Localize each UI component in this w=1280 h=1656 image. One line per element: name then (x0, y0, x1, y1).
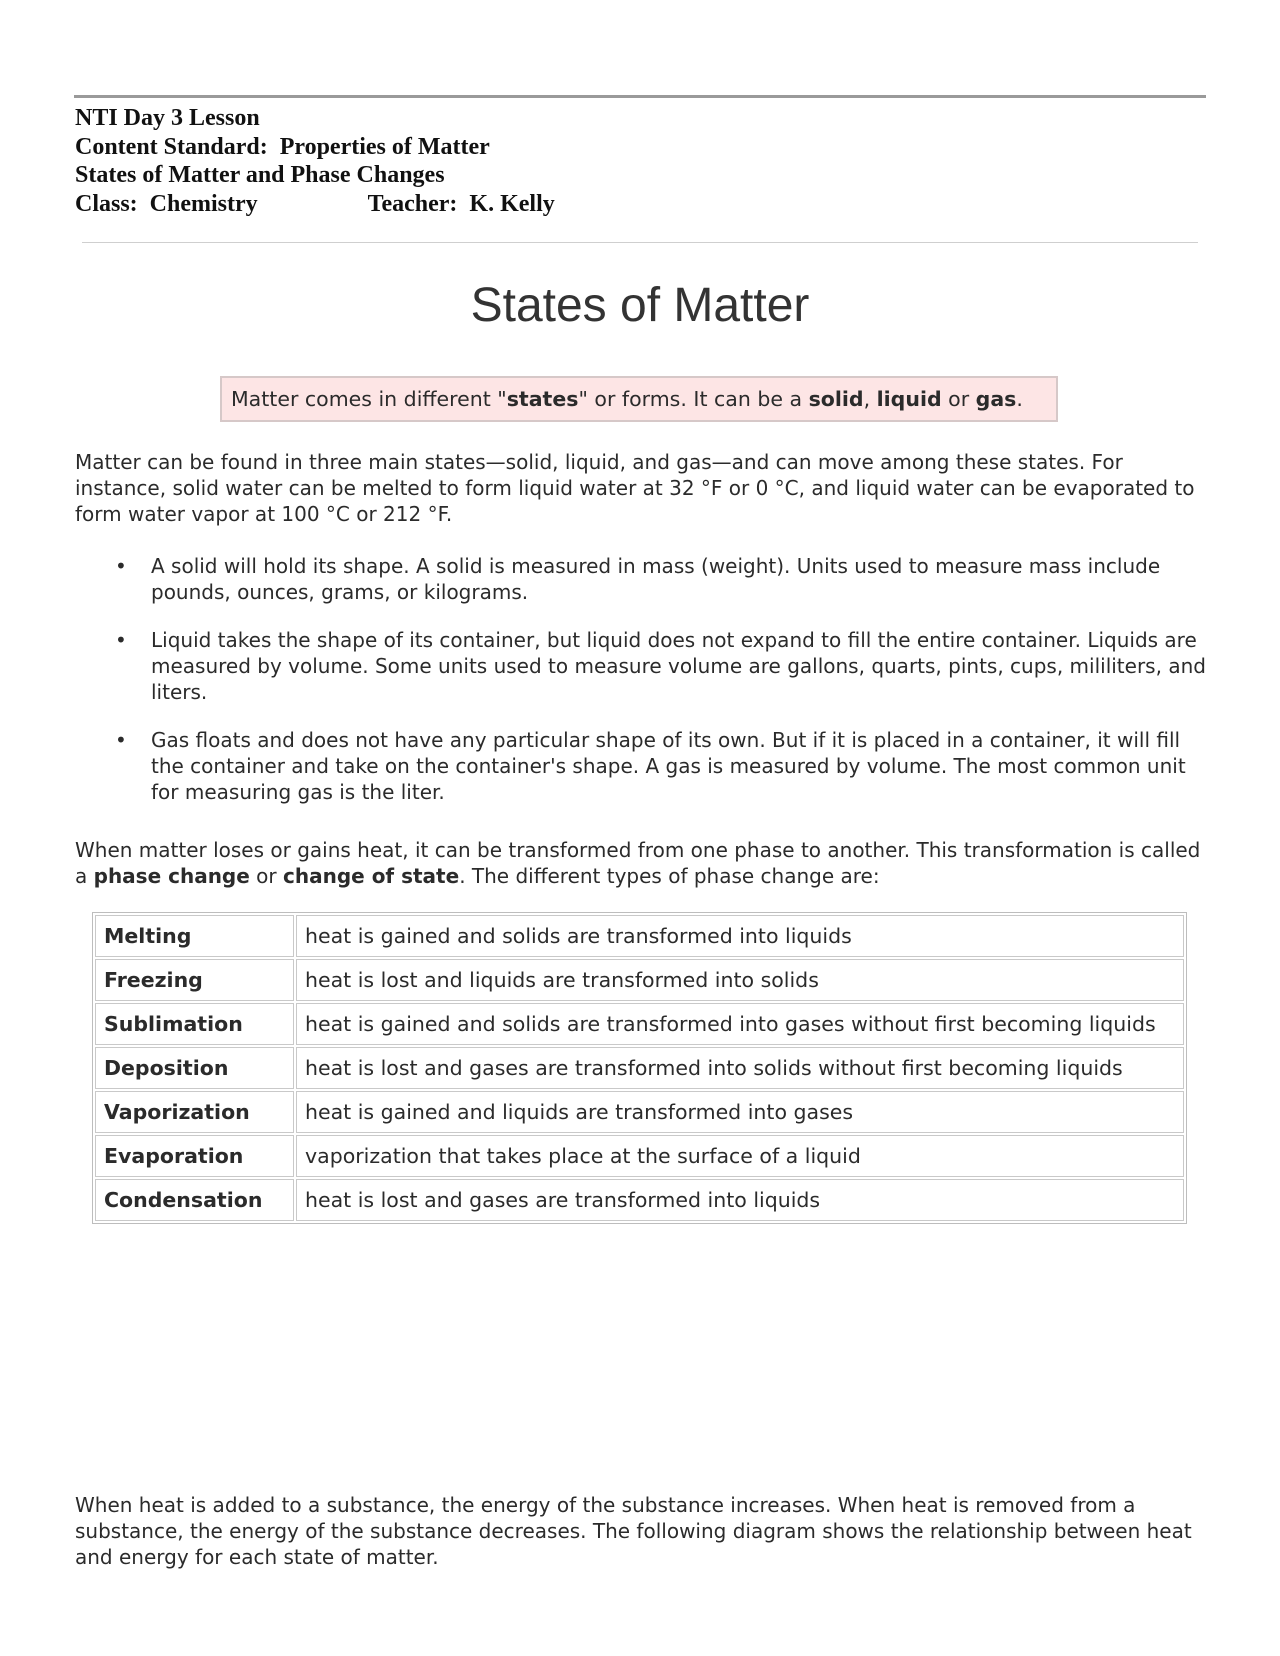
table-row (95, 1003, 1184, 1045)
content-standard: Content Standard: Properties of Matter (75, 133, 490, 160)
table-row (95, 1179, 1184, 1221)
bullet-gas: • Gas floats and does not have any particular shape of its own. But if it is placed in a container, it will fill the container and take on the container's shape. A gas is measured by volume. The most common unit for measuring gas is the liter. (115, 728, 1186, 804)
table-row (95, 1047, 1184, 1089)
lesson-header (75, 104, 555, 218)
phase-definition: heat is lost and liquids are transformed into solids (296, 959, 1184, 1001)
phase-term: Sublimation (95, 1003, 294, 1045)
table-row (95, 959, 1184, 1001)
phase-definition: heat is gained and liquids are transformed into gases (296, 1091, 1184, 1133)
phase-change-table (92, 912, 1187, 1224)
callout-solid: solid (808, 387, 864, 411)
phase-definition: heat is gained and solids are transformed into liquids (296, 915, 1184, 957)
lesson-day: NTI Day 3 Lesson (75, 105, 260, 131)
states-bullet-list (75, 553, 1215, 827)
phase-definition: heat is lost and gases are transformed into liquids (296, 1179, 1184, 1221)
intro-paragraph: Matter can be found in three main states—solid, liquid, and gas—and can move among these states. For instance, solid water can be melted to form liquid water at 32 °F or 0 °C, and liquid water can be evaporated to form water vapor at 100 °C or 212 °F. (75, 450, 1195, 526)
phase-term: Freezing (95, 959, 294, 1001)
class-label: Class: Chemistry (75, 190, 258, 217)
bullet-dot-icon: • (115, 554, 127, 578)
phase-definition: vaporization that takes place at the surface of a liquid (296, 1135, 1184, 1177)
callout-states: states (506, 387, 579, 411)
top-divider (74, 95, 1206, 98)
phase-term: Condensation (95, 1179, 294, 1221)
closing-paragraph: When heat is added to a substance, the energy of the substance increases. When heat is removed from a substance, the energy of the substance decreases. The following diagram shows the relationship between heat and energy for each state of matter. (75, 1493, 1192, 1569)
callout-gas: gas (975, 387, 1017, 411)
phase-term: Melting (95, 915, 294, 957)
bullet-dot-icon: • (115, 728, 127, 752)
bullet-liquid: • Liquid takes the shape of its container, but liquid does not expand to fill the entire container. Liquids are measured by volume. Some units used to measure volume are gallons, quarts, pints, cups, mililiters, and liters. (115, 628, 1206, 704)
page-title: States of Matter (470, 279, 810, 332)
phase-definition: heat is gained and solids are transformed into gases without first becoming liquids (296, 1003, 1184, 1045)
teacher-label: Teacher: K. Kelly (367, 190, 555, 217)
phase-term: Vaporization (95, 1091, 294, 1133)
class-teacher-line (75, 190, 555, 219)
callout-liquid: liquid (876, 387, 942, 411)
table-row (95, 915, 1184, 957)
lesson-topic: States of Matter and Phase Changes (75, 162, 445, 188)
header-divider (82, 242, 1198, 243)
table-row (95, 1091, 1184, 1133)
bullet-dot-icon: • (115, 628, 127, 652)
bullet-solid: • A solid will hold its shape. A solid is measured in mass (weight). Units used to measure mass include pounds, ounces, grams, or kilograms. (115, 554, 1161, 604)
phase-definition: heat is lost and gases are transformed into solids without first becoming liquids (296, 1047, 1184, 1089)
phase-change-term: phase change (93, 864, 250, 888)
phase-change-paragraph: When matter loses or gains heat, it can be transformed from one phase to another. This transformation is called a phase change or change of state. The different types of phase change are: (75, 838, 1201, 888)
phase-term: Evaporation (95, 1135, 294, 1177)
table-row (95, 1135, 1184, 1177)
states-callout: Matter comes in different "states" or forms. It can be a solid, liquid or gas. (220, 376, 1058, 422)
change-of-state-term: change of state (283, 864, 460, 888)
phase-term: Deposition (95, 1047, 294, 1089)
